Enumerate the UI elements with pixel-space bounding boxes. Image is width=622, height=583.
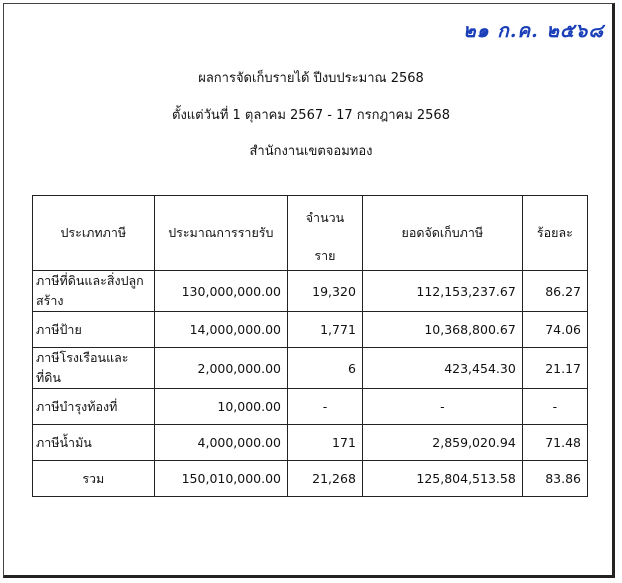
- cell-estimate: 10,000.00: [154, 389, 287, 425]
- cell-total-estimate: 150,010,000.00: [154, 461, 287, 497]
- cell-type: ภาษีน้ำมัน: [33, 425, 155, 461]
- report-title: ผลการจัดเก็บรายได้ ปีงบประมาณ 2568: [198, 71, 424, 86]
- cell-type: ภาษีบำรุงท้องที่: [33, 389, 155, 425]
- cell-collected: 10,368,800.67: [362, 312, 522, 348]
- cell-type: ภาษีป้าย: [33, 312, 155, 348]
- cell-total-percent: 83.86: [522, 461, 587, 497]
- cell-total-collected: 125,804,513.58: [362, 461, 522, 497]
- table-row: [33, 348, 588, 389]
- cell-count: 6: [288, 348, 363, 389]
- cell-collected: -: [362, 389, 522, 425]
- cell-count: 1,771: [288, 312, 363, 348]
- table-row: [33, 425, 588, 461]
- cell-percent: 71.48: [522, 425, 587, 461]
- cell-collected: 2,859,020.94: [362, 425, 522, 461]
- table-total-row: [33, 461, 588, 497]
- cell-count: -: [288, 389, 363, 425]
- table-header-row: [33, 196, 588, 271]
- date-stamp: ๒๑ ก.ค. ๒๕๖๘: [463, 20, 604, 42]
- cell-estimate: 130,000,000.00: [154, 271, 287, 312]
- report-period: ตั้งแต่วันที่ 1 ตุลาคม 2567 - 17 กรกฎาคม 2568: [172, 108, 450, 123]
- report-office: สำนักงานเขตจอมทอง: [249, 144, 373, 159]
- table-row: [33, 389, 588, 425]
- cell-total-count: 21,268: [288, 461, 363, 497]
- header-count-line2: ราย: [314, 248, 336, 263]
- cell-estimate: 14,000,000.00: [154, 312, 287, 348]
- cell-collected: 112,153,237.67: [362, 271, 522, 312]
- cell-percent: 74.06: [522, 312, 587, 348]
- cell-total-label: รวม: [33, 461, 155, 497]
- cell-count: 19,320: [288, 271, 363, 312]
- cell-type: ภาษีที่ดินและสิ่งปลูกสร้าง: [33, 271, 155, 312]
- header-count-line1: จำนวน: [305, 210, 345, 225]
- header-collected: ยอดจัดเก็บภาษี: [362, 196, 522, 271]
- cell-collected: 423,454.30: [362, 348, 522, 389]
- cell-percent: 86.27: [522, 271, 587, 312]
- header-type: ประเภทภาษี: [33, 196, 155, 271]
- cell-estimate: 2,000,000.00: [154, 348, 287, 389]
- header-percent: ร้อยละ: [522, 196, 587, 271]
- header-count: [288, 196, 363, 271]
- header-estimate: ประมาณการรายรับ: [154, 196, 287, 271]
- revenue-table: [32, 195, 588, 497]
- cell-count: 171: [288, 425, 363, 461]
- cell-type: ภาษีโรงเรือนและที่ดิน: [33, 348, 155, 389]
- table-row: [33, 312, 588, 348]
- cell-percent: 21.17: [522, 348, 587, 389]
- cell-percent: -: [522, 389, 587, 425]
- cell-estimate: 4,000,000.00: [154, 425, 287, 461]
- table-row: [33, 271, 588, 312]
